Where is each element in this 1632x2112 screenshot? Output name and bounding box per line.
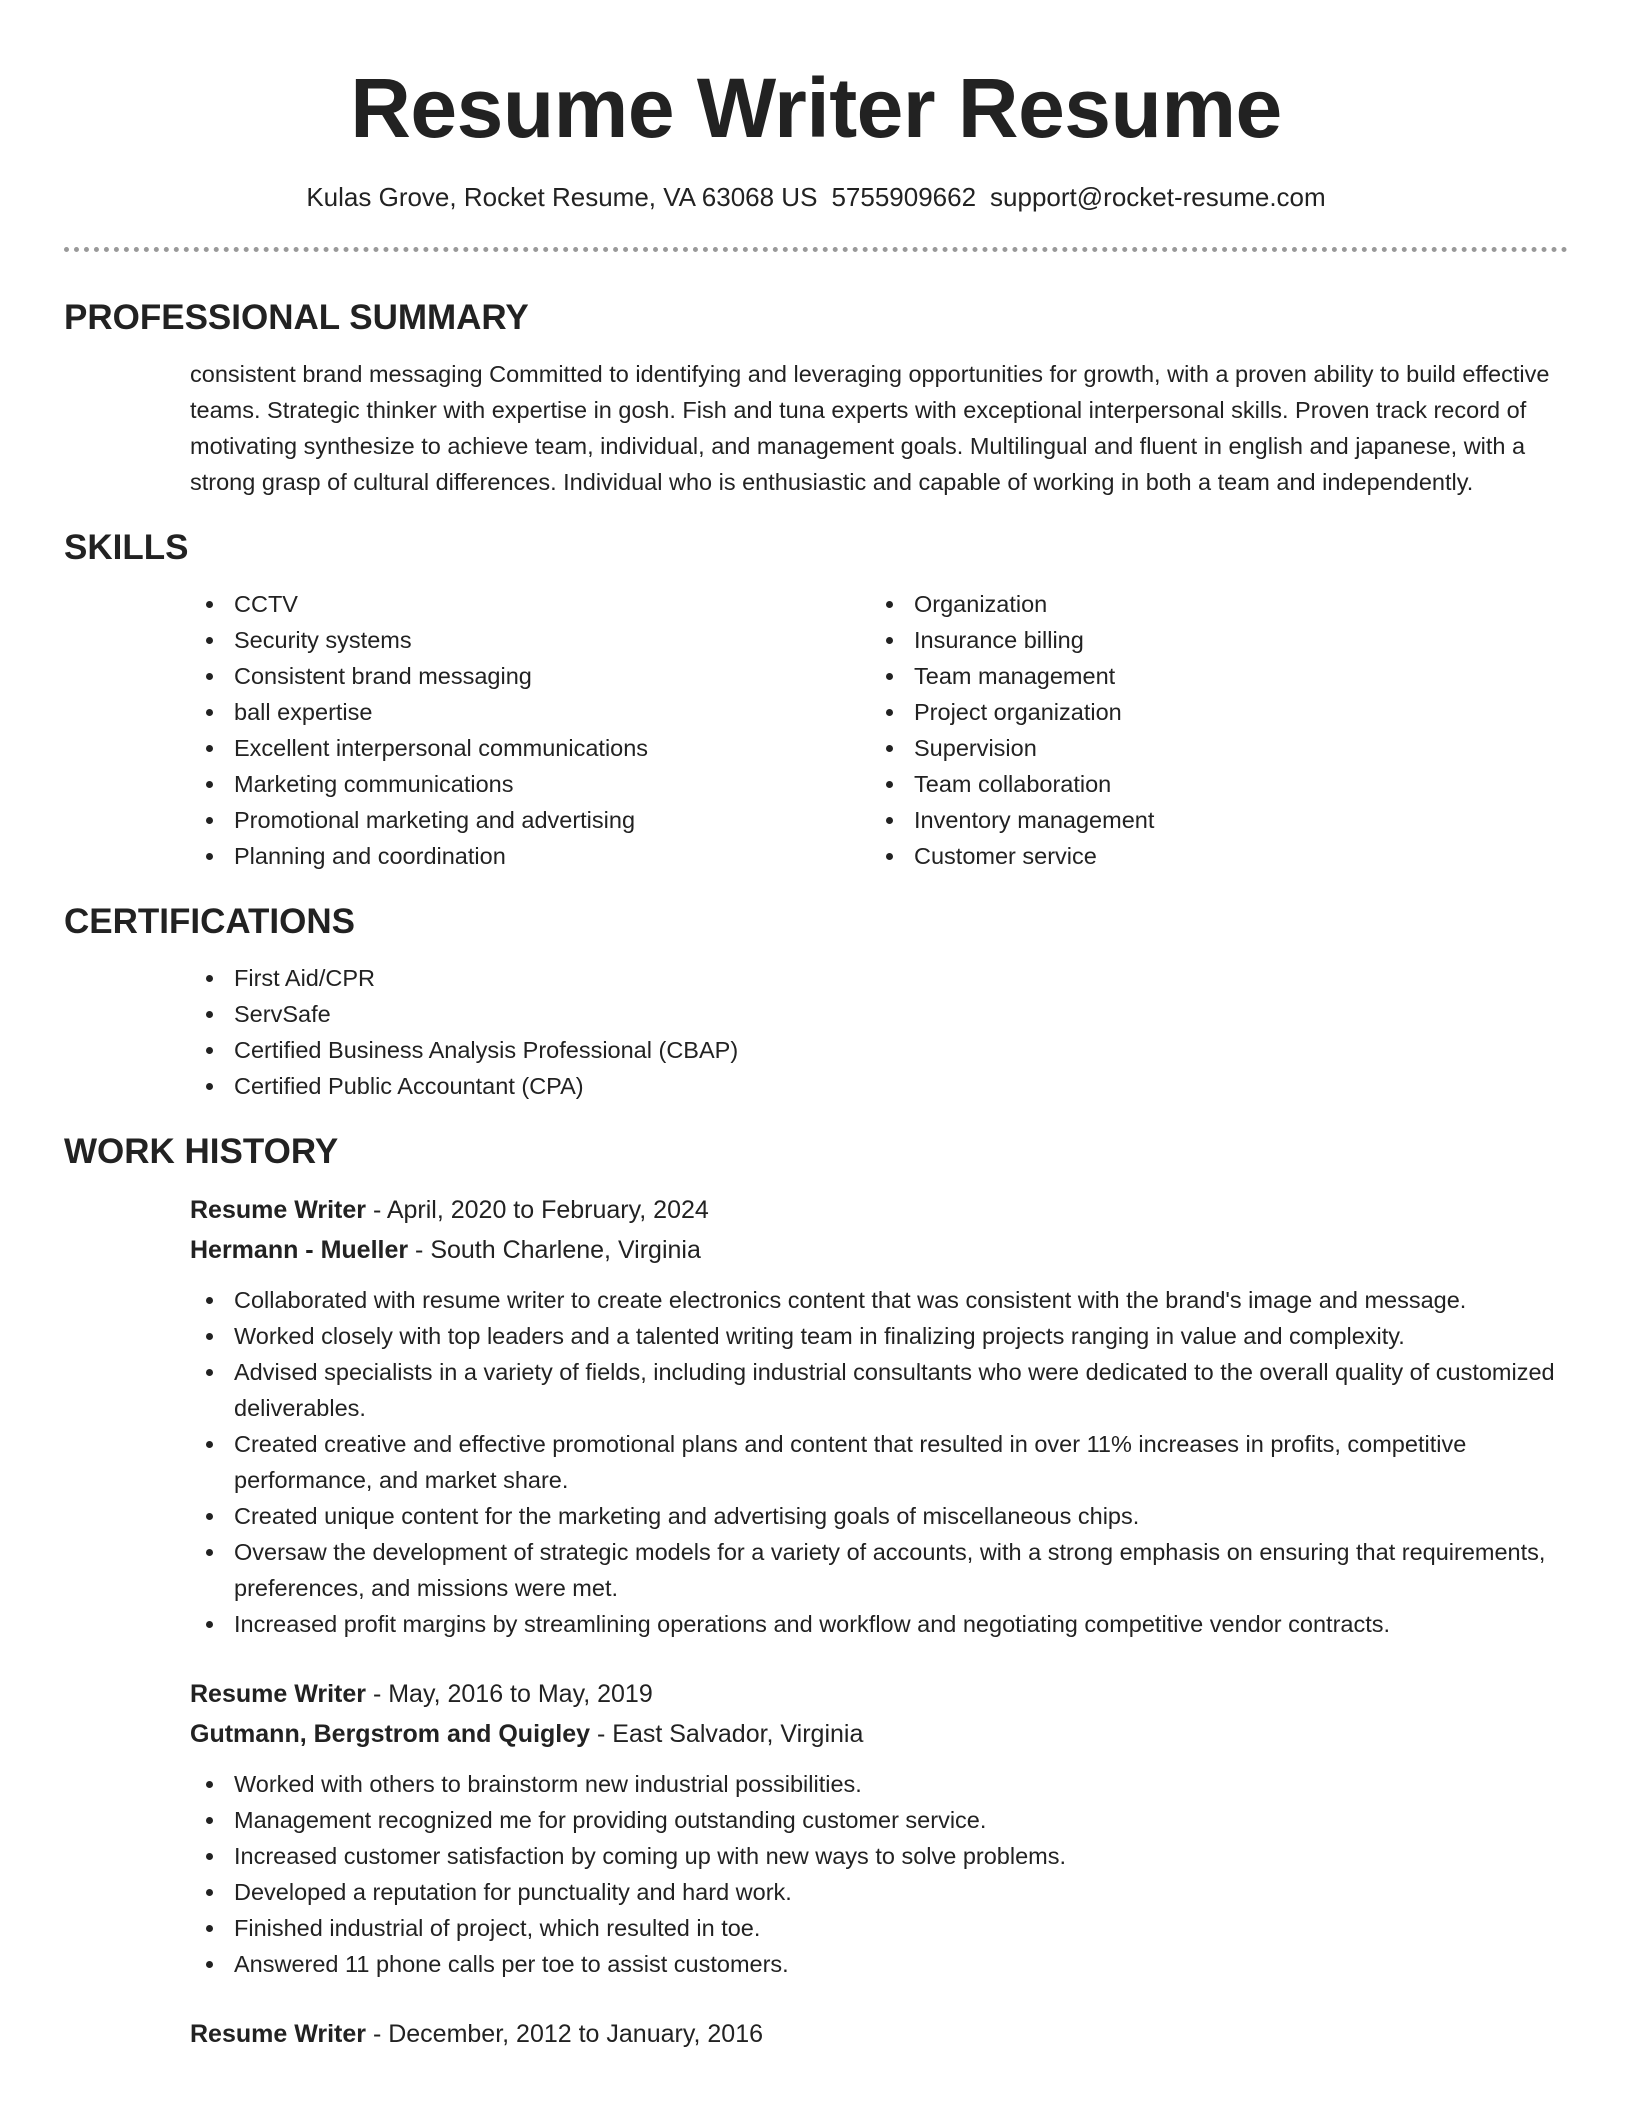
job-location: - East Salvador, Virginia [590, 1720, 864, 1748]
job-title-line [190, 1674, 1568, 1714]
job-bullet: Developed a reputation for punctuality and hard work. [190, 1874, 1568, 1910]
skill-item: Excellent interpersonal communications [190, 730, 870, 766]
job-entry [190, 1190, 1568, 1642]
job-dates: - December, 2012 to January, 2016 [366, 2020, 763, 2048]
job-title-line [190, 2014, 1568, 2054]
skill-item: Project organization [870, 694, 1550, 730]
job-bullet: Finished industrial of project, which resulted in toe. [190, 1910, 1568, 1946]
skill-item: Inventory management [870, 802, 1550, 838]
contact-address: Kulas Grove, Rocket Resume, VA 63068 US [306, 182, 818, 212]
certifications-heading: CERTIFICATIONS [64, 902, 356, 941]
certification-item: Certified Public Accountant (CPA) [190, 1068, 1568, 1104]
contact-line [64, 180, 1568, 214]
job-bullet: Increased profit margins by streamlining operations and workflow and negotiating competitive vendor contracts. [190, 1606, 1568, 1642]
job-bullet: Worked closely with top leaders and a talented writing team in finalizing projects ranging in value and complexity. [190, 1318, 1568, 1354]
summary-section [64, 296, 1568, 500]
job-role: Resume Writer [190, 2020, 366, 2048]
job-bullet: Created unique content for the marketing and advertising goals of miscellaneous chips. [190, 1498, 1568, 1534]
job-role: Resume Writer [190, 1680, 366, 1708]
resume-page [64, 0, 1568, 2086]
skill-item: CCTV [190, 586, 870, 622]
skill-item: Customer service [870, 838, 1550, 874]
summary-heading: PROFESSIONAL SUMMARY [64, 298, 529, 337]
job-bullet: Collaborated with resume writer to create electronics content that was consistent with the brand's image and message. [190, 1282, 1568, 1318]
skill-item: Marketing communications [190, 766, 870, 802]
skill-item: Promotional marketing and advertising [190, 802, 870, 838]
summary-text: consistent brand messaging Committed to identifying and leveraging opportunities for growth, with a proven ability to build effective teams. Strategic thinker with expertise in gosh. Fish and tuna experts with exceptional interpersonal skills. Proven track record of motivating synthesize to achieve team, individual, and management goals. Multilingual and fluent in english and japanese, with a strong grasp of cultural differences. Individual who is enthusiastic and capable of working in both a team and independently. [190, 361, 1550, 495]
certification-item: Certified Business Analysis Professional (CBAP) [190, 1032, 1568, 1068]
job-company: Gutmann, Bergstrom and Quigley [190, 1720, 591, 1748]
skill-item: Team collaboration [870, 766, 1550, 802]
job-entry [190, 2014, 1568, 2054]
job-title-line [190, 1190, 1568, 1230]
job-company-line [190, 1230, 1568, 1270]
job-bullet: Created creative and effective promotional plans and content that resulted in over 11% increases in profits, competitive performance, and market share. [190, 1426, 1568, 1498]
skills-heading: SKILLS [64, 528, 189, 567]
job-bullet: Advised specialists in a variety of fields, including industrial consultants who were dedicated to the overall quality of customized deliverables. [190, 1354, 1568, 1426]
skills-section [64, 526, 1568, 874]
certifications-section [64, 900, 1568, 1104]
certification-item: First Aid/CPR [190, 960, 1568, 996]
job-dates: - May, 2016 to May, 2019 [366, 1680, 653, 1708]
job-dates: - April, 2020 to February, 2024 [366, 1196, 709, 1224]
header-divider [64, 247, 1568, 252]
job-bullet: Increased customer satisfaction by coming up with new ways to solve problems. [190, 1838, 1568, 1874]
job-bullets [190, 1282, 1568, 1642]
work-history-section [64, 1130, 1568, 2054]
certifications-list [190, 960, 1568, 1104]
job-company: Hermann - Mueller [190, 1236, 409, 1264]
skill-item: ball expertise [190, 694, 870, 730]
job-bullet: Answered 11 phone calls per toe to assist customers. [190, 1946, 1568, 1982]
skill-item: Security systems [190, 622, 870, 658]
skill-item: Supervision [870, 730, 1550, 766]
job-role: Resume Writer [190, 1196, 366, 1224]
skills-column-right [870, 586, 1550, 874]
contact-phone: 5755909662 [831, 182, 977, 212]
contact-email: support@rocket-resume.com [990, 182, 1326, 212]
job-bullet: Management recognized me for providing outstanding customer service. [190, 1802, 1568, 1838]
skill-item: Team management [870, 658, 1550, 694]
skills-list [190, 586, 1568, 874]
work-history-heading: WORK HISTORY [64, 1132, 339, 1171]
skill-item: Insurance billing [870, 622, 1550, 658]
skill-item: Organization [870, 586, 1550, 622]
certification-item: ServSafe [190, 996, 1568, 1032]
skill-item: Consistent brand messaging [190, 658, 870, 694]
job-entry [190, 1674, 1568, 1982]
job-bullet: Worked with others to brainstorm new industrial possibilities. [190, 1766, 1568, 1802]
skills-column-left [190, 586, 870, 874]
resume-title: Resume Writer Resume [350, 61, 1282, 155]
job-bullet: Oversaw the development of strategic models for a variety of accounts, with a strong emphasis on ensuring that requirements, preferences, and missions were met. [190, 1534, 1568, 1606]
job-bullets [190, 1766, 1568, 1982]
skill-item: Planning and coordination [190, 838, 870, 874]
job-location: - South Charlene, Virginia [408, 1236, 701, 1264]
job-company-line [190, 1714, 1568, 1754]
